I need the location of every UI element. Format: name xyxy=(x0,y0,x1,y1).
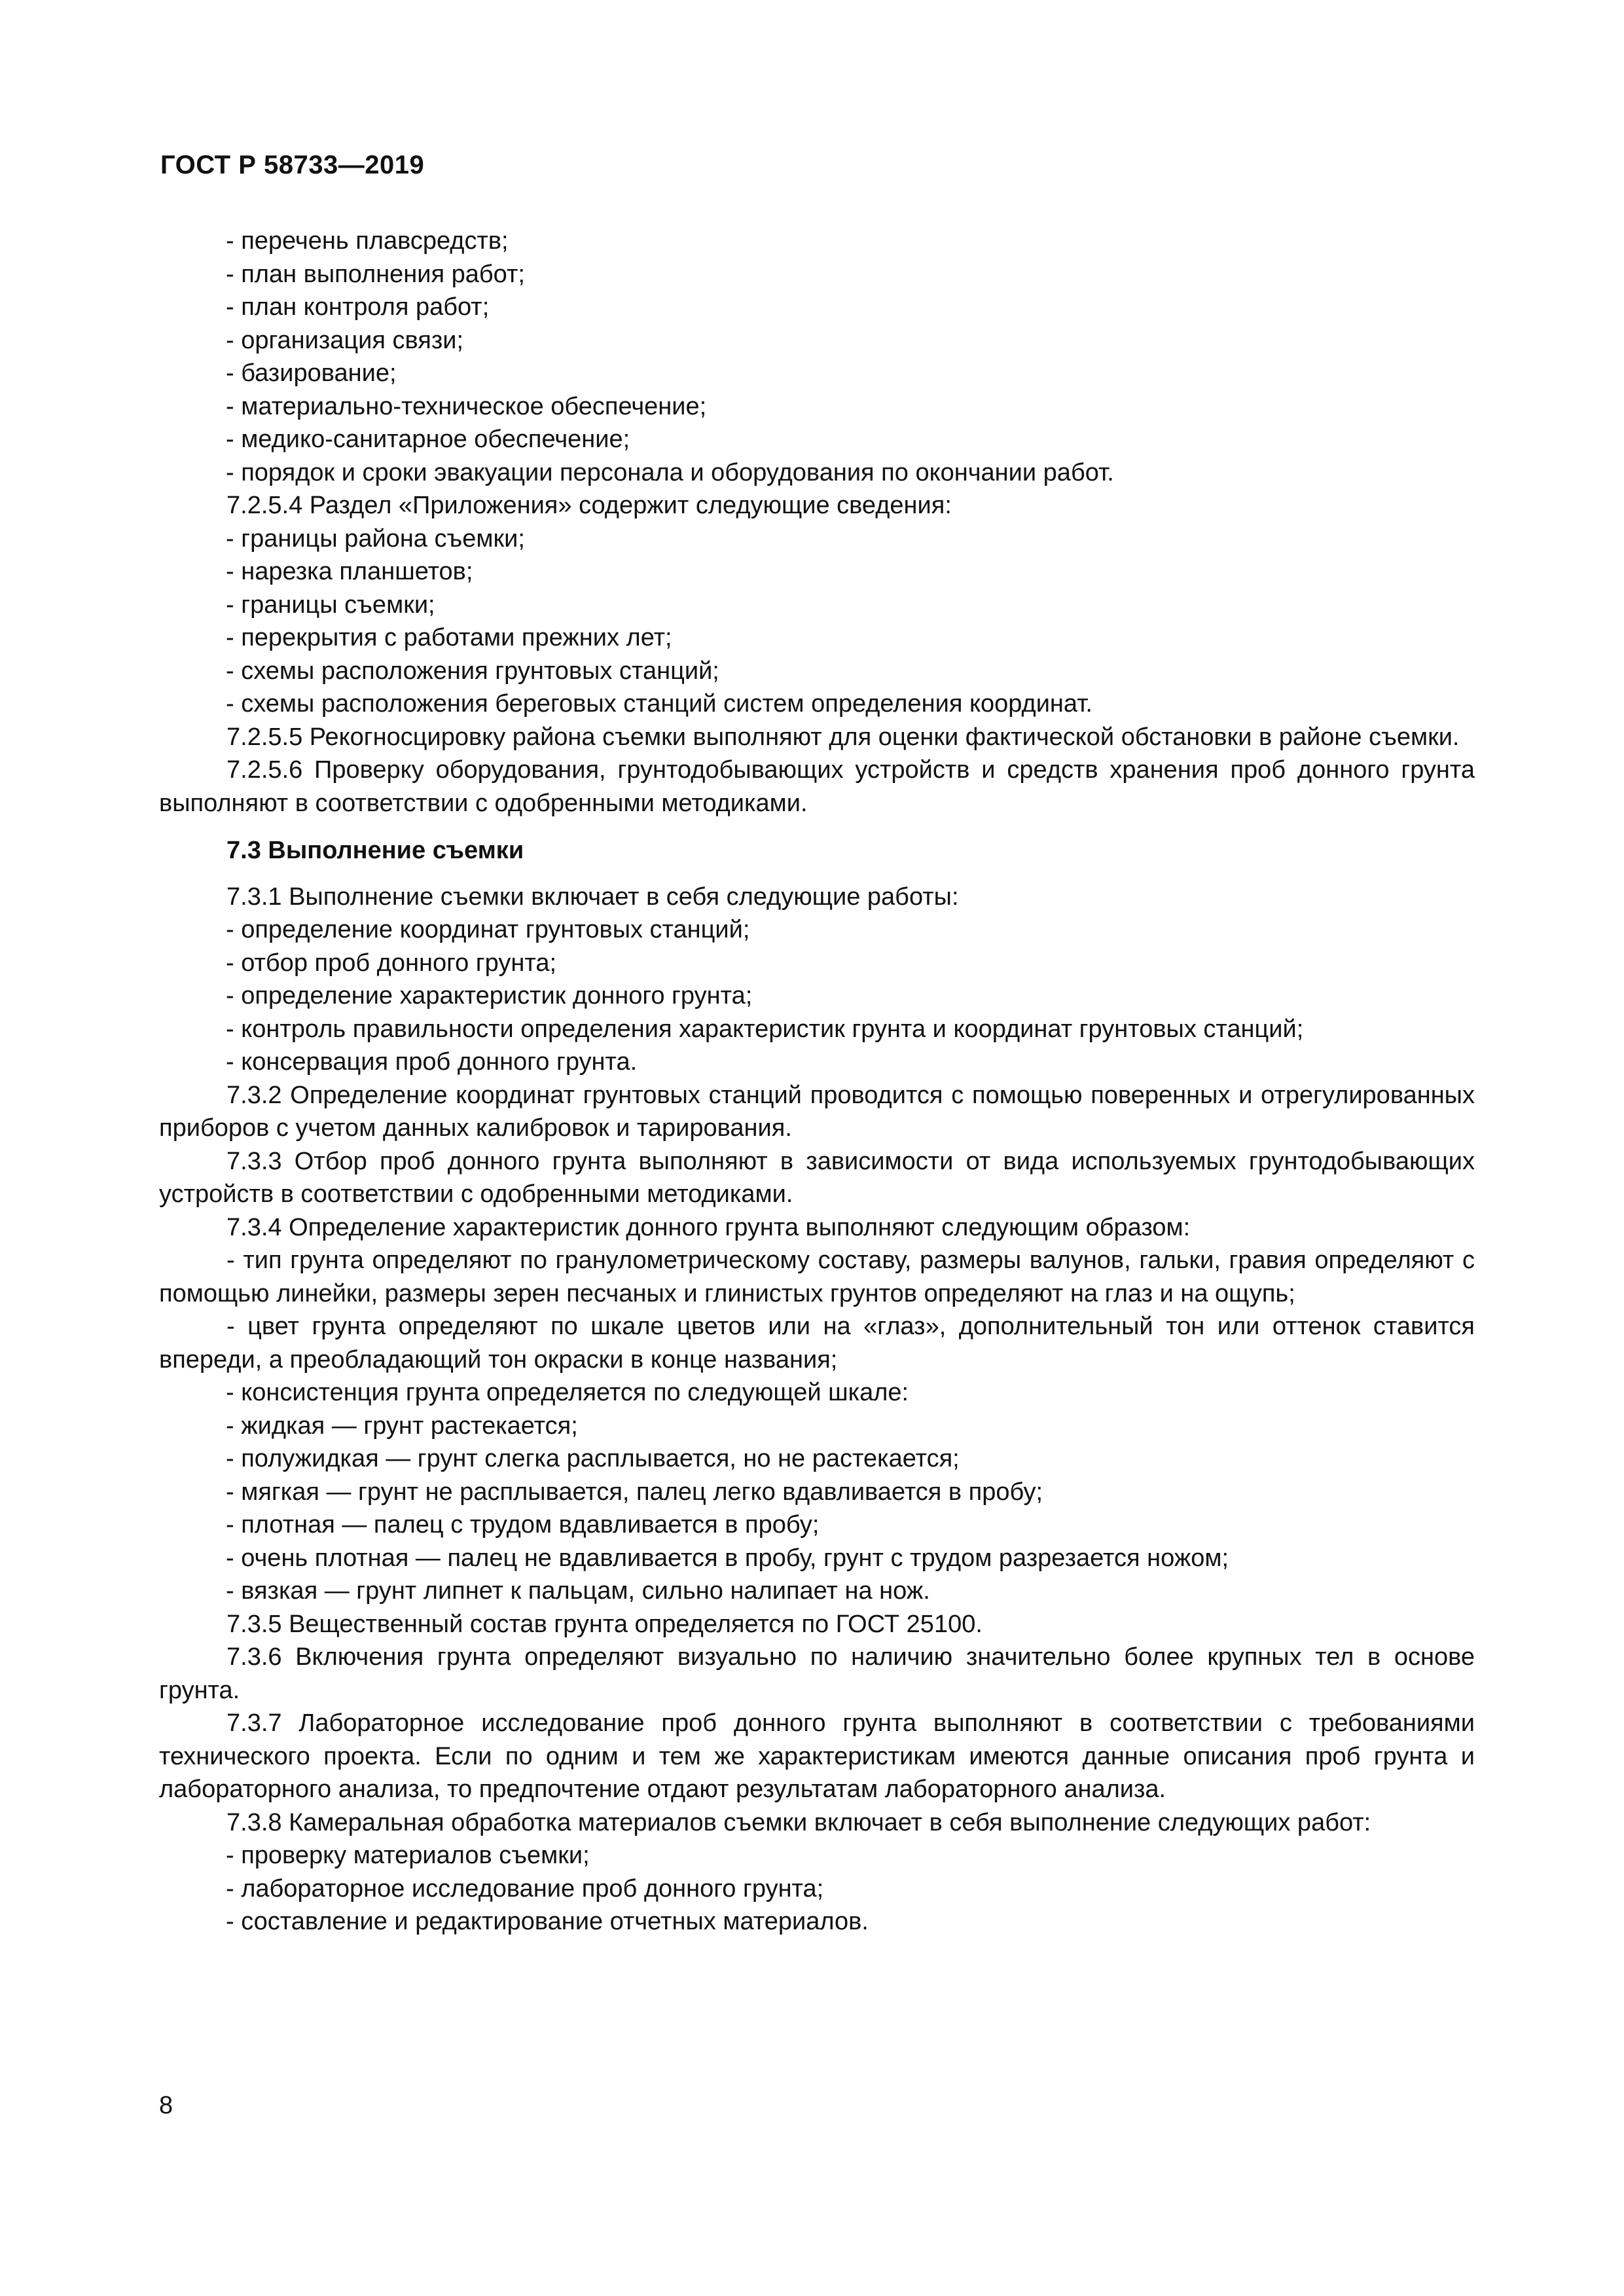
list-item: - порядок и сроки эвакуации персонала и оборудования по окончании работ. xyxy=(226,458,1114,486)
document-code-header: ГОСТ Р 58733—2019 xyxy=(160,151,425,179)
list-item: - жидкая — грунт растекается; xyxy=(226,1412,578,1440)
list-item: - схемы расположения береговых станций систем определения координат. xyxy=(226,690,1092,718)
list-item: - полужидкая — грунт слегка расплывается, но не растекается; xyxy=(226,1445,960,1472)
list-item: - составление и редактирование отчетных материалов. xyxy=(226,1908,869,1935)
list-item: - консистенция грунта определяется по следующей шкале: xyxy=(226,1379,909,1406)
paragraph-7-3-1: 7.3.1 Выполнение съемки включает в себя следующие работы: xyxy=(226,883,959,911)
list-item: - определение координат грунтовых станций; xyxy=(226,916,750,943)
paragraph-7-3-2: 7.3.2 Определение координат грунтовых станций проводится с помощью поверенных и отрегулированных приборов с учетом данных калибровок и тарирования. xyxy=(159,1081,1475,1142)
list-item: - проверку материалов съемки; xyxy=(226,1842,590,1869)
list-item: - границы района съемки; xyxy=(226,524,525,553)
list-item: - базирование; xyxy=(226,359,397,387)
list-block-4 xyxy=(159,1376,1475,1608)
paragraph-7-3-3: 7.3.3 Отбор проб донного грунта выполняют в зависимости от вида используемых грунтодобывающих устройств в соответствии с одобренными методиками. xyxy=(159,1147,1475,1208)
list-item: - консервация проб донного грунта. xyxy=(226,1048,638,1076)
list-item: - вязкая — грунт липнет к пальцам, сильно налипает на нож. xyxy=(226,1577,930,1605)
list-item: - границы съемки; xyxy=(226,591,435,619)
paragraph-7-2-5-5: 7.2.5.5 Рекогносцировку района съемки выполняют для оценки фактической обстановки в районе съемки. xyxy=(226,723,1460,751)
list-item: - медико-санитарное обеспечение; xyxy=(226,426,630,453)
paragraph-7-3-4: 7.3.4 Определение характеристик донного грунта выполняют следующим образом: xyxy=(226,1213,1191,1241)
paragraph-7-3-5: 7.3.5 Вещественный состав грунта определяется по ГОСТ 25100. xyxy=(226,1610,983,1638)
paragraph-soil-type: - тип грунта определяют по гранулометрическому составу, размеры валунов, гальки, гравия определяют с помощью линейки, размеры зерен песчаных и глинистых грунтов определяют на глаз и на ощупь; xyxy=(159,1247,1475,1307)
list-item: - нарезка планшетов; xyxy=(226,558,473,585)
list-item: - схемы расположения грунтовых станций; xyxy=(226,657,719,685)
paragraph-7-3-7: 7.3.7 Лабораторное исследование проб донного грунта выполняют в соответствии с требованиями технического проекта. Если по одним и тем же характеристикам имеются данные описания проб грунта и лабораторного анализа, то предпочтение отдают результатам лабораторного анализа. xyxy=(159,1709,1475,1803)
list-item: - мягкая — грунт не расплывается, палец легко вдавливается в пробу; xyxy=(226,1478,1043,1506)
page-body xyxy=(159,225,1475,1939)
list-block-5 xyxy=(159,1839,1475,1939)
list-item: - план выполнения работ; xyxy=(226,260,525,288)
list-item: - организация связи; xyxy=(226,326,464,354)
paragraph-7-3-6: 7.3.6 Включения грунта определяют визуально по наличию значительно более крупных тел в основе грунта. xyxy=(159,1643,1475,1704)
list-item: - лабораторное исследование проб донного грунта; xyxy=(226,1874,824,1903)
list-block-3 xyxy=(159,913,1475,1079)
list-item: - плотная — палец с трудом вдавливается в пробу; xyxy=(226,1511,820,1539)
list-block-2 xyxy=(159,522,1475,721)
list-item: - перекрытия с работами прежних лет; xyxy=(226,624,672,651)
paragraph-soil-color: - цвет грунта определяют по шкале цветов или на «глаз», дополнительный тон или оттенок ставится впереди, а преобладающий тон окраски в конце названия; xyxy=(159,1313,1475,1374)
list-item: - план контроля работ; xyxy=(226,293,490,321)
section-heading-7-3: 7.3 Выполнение съемки xyxy=(226,837,524,864)
list-item: - определение характеристик донного грунта; xyxy=(226,982,753,1010)
paragraph-7-3-8: 7.3.8 Камеральная обработка материалов съемки включает в себя выполнение следующих работ: xyxy=(226,1808,1371,1836)
paragraph-7-2-5-4: 7.2.5.4 Раздел «Приложения» содержит следующие сведения: xyxy=(226,492,952,519)
page-number: 8 xyxy=(159,2092,173,2119)
paragraph-7-2-5-6: 7.2.5.6 Проверку оборудования, грунтодобывающих устройств и средств хранения проб донного грунта выполняют в соответствии с одобренными методиками. xyxy=(159,756,1475,817)
list-item: - контроль правильности определения характеристик грунта и координат грунтовых станций; xyxy=(226,1015,1304,1043)
list-item: - перечень плавсредств; xyxy=(226,227,509,255)
list-item: - материально-техническое обеспечение; xyxy=(226,392,707,420)
list-block-1 xyxy=(159,225,1475,489)
list-item: - очень плотная — палец не вдавливается в пробу, грунт с трудом разрезается ножом; xyxy=(226,1544,1229,1572)
list-item: - отбор проб донного грунта; xyxy=(226,949,557,977)
